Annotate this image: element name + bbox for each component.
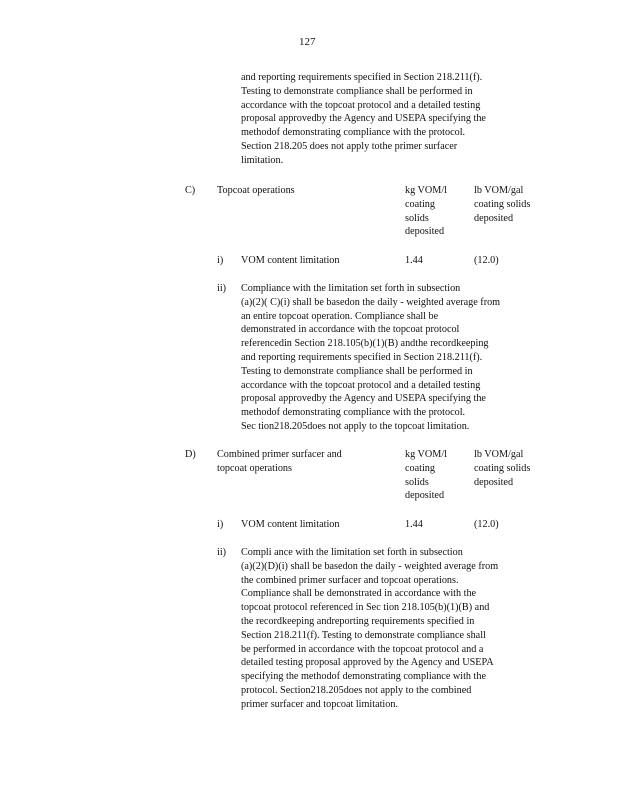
text-line: limitation. [241,154,284,166]
text-line: Section 218.211(f). Testing to demonstrate compliance shall [241,629,486,641]
section-c-marker: C) [185,185,196,196]
text-line: specifying the methodof demonstrating compliance with the [241,671,487,683]
text-line: demonstrated in accordance with the topcoat protocol [241,324,460,336]
section-d-item-i-marker: i) [217,519,224,530]
section-d-item-ii-text [241,546,537,712]
section-d-kg-unit [405,448,475,503]
section-d-item-ii-marker: ii) [217,547,227,558]
text-line: Sec tion218.205does not apply to the topcoat limitation. [241,420,470,432]
unit-line: solids [405,476,429,488]
title-line: Combined primer surfacer and [217,449,342,460]
section-c-kg-unit [405,184,475,239]
section-c-item-ii-marker: ii) [217,283,227,294]
section-d-title [217,448,342,476]
continuation-paragraph [241,71,537,168]
title-line: topcoat operations [217,462,292,474]
unit-line: coating solids [474,462,531,474]
section-d-item-i-label: VOM content limitation [241,519,340,530]
text-line: accordance with the topcoat protocol and a detailed testing [241,379,481,391]
section-d-kg-value: 1.44 [405,519,423,530]
unit-line: deposited [405,226,445,238]
text-line: detailed testing proposal approved by the Agency and USEPA [241,657,494,669]
unit-line: coating solids [474,198,531,210]
text-line: and reporting requirements specified in Section 218.211(f). [241,351,483,363]
page-number: 127 [299,36,316,48]
text-line: (a)(2)( C)(i) shall be basedon the daily - weighted average from [241,296,501,308]
unit-line: deposited [474,476,514,488]
unit-line: coating [405,198,435,210]
text-line: accordance with the topcoat protocol and a detailed testing [241,99,481,111]
unit-line: lb VOM/gal [474,185,524,196]
section-c-item-ii-text [241,282,537,434]
section-c-title: Topcoat operations [217,185,295,196]
unit-line: solids [405,212,429,224]
text-line: Compli ance with the limitation set forth in subsection [241,547,463,558]
text-line: Testing to demonstrate compliance shall be performed in [241,365,473,377]
text-line: (a)(2)(D)(i) shall be basedon the daily - weighted average from [241,560,499,572]
text-line: and reporting requirements specified in Section 218.211(f). [241,72,483,83]
text-line: methodof demonstrating compliance with the protocol. [241,407,466,419]
unit-line: coating [405,462,435,474]
unit-line: lb VOM/gal [474,449,524,460]
section-c-lb-value: (12.0) [474,255,499,266]
text-line: Compliance with the limitation set forth in subsection [241,283,461,294]
unit-line: deposited [474,212,514,224]
text-line: Section 218.205 does not apply tothe primer surfacer [241,140,458,152]
section-c-item-i-marker: i) [217,255,224,266]
text-line: the combined primer surfacer and topcoat operations. [241,574,459,586]
unit-line: kg VOM/l [405,185,447,196]
text-line: methodof demonstrating compliance with the protocol. [241,127,466,139]
section-c-kg-value: 1.44 [405,255,423,266]
section-d-lb-value: (12.0) [474,519,499,530]
text-line: proposal approvedby the Agency and USEPA specifying the [241,393,486,405]
text-line: be performed in accordance with the topcoat protocol and a [241,643,484,655]
section-d-lb-unit [474,448,554,489]
text-line: Testing to demonstrate compliance shall be performed in [241,85,473,97]
text-line: protocol. Section218.205does not apply to the combined [241,684,472,696]
text-line: proposal approvedby the Agency and USEPA specifying the [241,113,486,125]
section-d-marker: D) [185,449,196,460]
text-line: primer surfacer and topcoat limitation. [241,698,399,710]
section-c-lb-unit [474,184,554,225]
text-line: an entire topcoat operation. Compliance shall be [241,310,439,322]
text-line: Compliance shall be demonstrated in accordance with the [241,588,477,600]
text-line: the recordkeeping andreporting requirements specified in [241,615,475,627]
section-c-item-i-label: VOM content limitation [241,255,340,266]
text-line: topcoat protocol referenced in Sec tion 218.105(b)(1)(B) and [241,602,490,614]
unit-line: deposited [405,490,445,502]
text-line: referencedin Section 218.105(b)(1)(B) andthe recordkeeping [241,338,489,350]
unit-line: kg VOM/l [405,449,447,460]
